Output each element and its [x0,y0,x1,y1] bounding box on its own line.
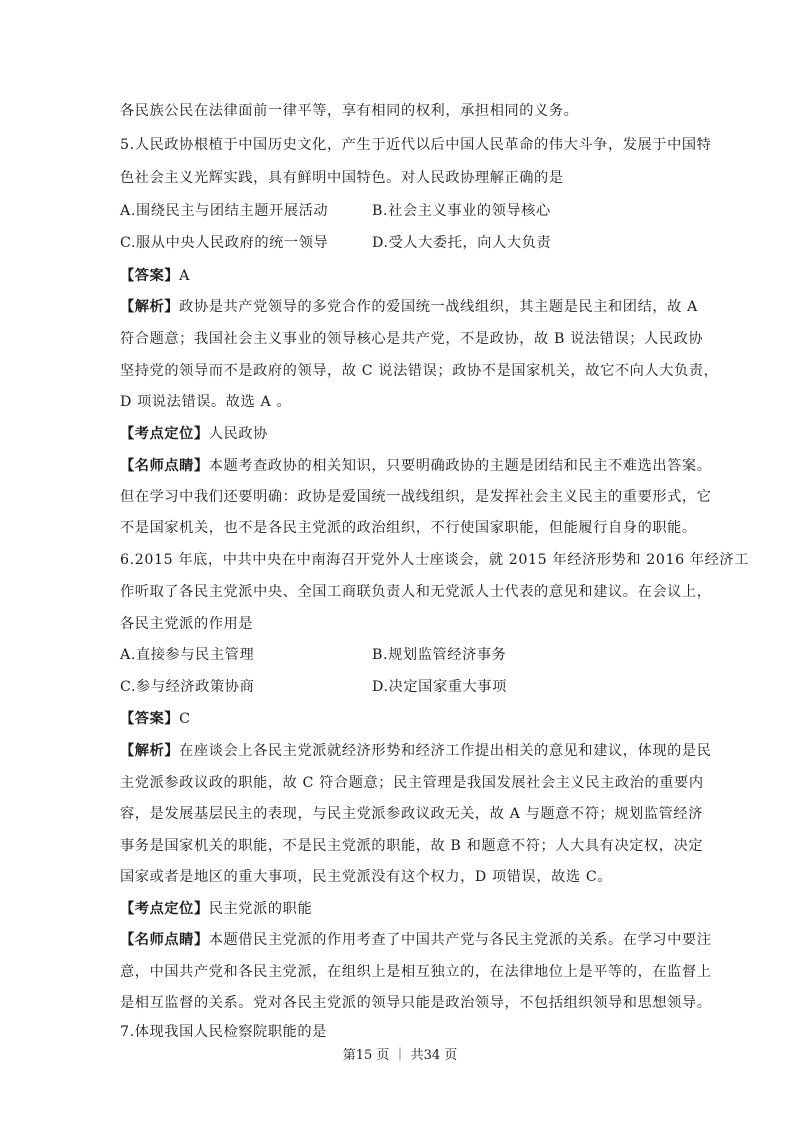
kp-text: 人民政协 [208,426,268,442]
q6-option-d: D.决定国家重大事项 [372,679,507,695]
q6-tip-line-3: 是相互监督的关系。党对各民主党派的领导只能是政治领导，不包括组织领导和思想领导。 [120,995,712,1011]
question-6-stem-line-1: 6.2015 年底，中共中央在中南海召开党外人士座谈会，就 2015 年经济形势和 2016 年经济工 [120,552,750,568]
analysis-text: 在座谈会上各民主党派就经济形势和经济工作提出相关的意见和建议，体现的是民 [179,743,712,759]
q6-answer [120,709,690,729]
q6-option-c: C.参与经济政策协商 [120,679,255,695]
q6-option-a: A.直接参与民主管理 [120,647,255,663]
question-6-stem-line-3: 各民主党派的作用是 [120,616,254,632]
question-5-stem-line-2: 色社会主义光辉实践，具有鲜明中国特色。对人民政协理解正确的是 [120,170,564,186]
q5-option-b: B.社会主义事业的领导核心 [372,203,551,219]
kp-label: 【考点定位】 [120,426,209,442]
tip-label: 【名师点睛】 [120,932,209,948]
q5-analysis-line-4: D 项说法错误。故选 A 。 [120,394,292,410]
q6-analysis-line-2: 主党派参政议政的职能，故 C 符合题意；民主管理是我国发展社会主义民主政治的重要内 [120,775,704,791]
q5-knowledge-point [120,424,690,444]
page-footer: 第15 页 ｜ 共34 页 [342,1048,458,1063]
q6-option-b: B.规划监管经济事务 [372,647,507,663]
tip-text: 本题借民主党派的作用考查了中国共产党与各民主党派的关系。在学习中要注 [208,932,712,948]
q6-analysis-line-1 [120,741,712,761]
analysis-label: 【解析】 [120,299,180,315]
q5-tip-line-2: 但在学习中我们还要明确：政协是爱国统一战线组织，是发挥社会主义民主的重要形式，它 [120,489,712,505]
q5-tip-line-1 [120,456,712,476]
text-line: 各民族公民在法律面前一律平等，享有相同的权利，承担相同的义务。 [120,103,579,119]
q6-analysis-line-4: 事务是国家机关的职能，不是民主党派的职能，故 B 和题意不符；人大具有决定权，决定 [120,838,704,854]
q6-tip-line-2: 意，中国共产党和各民主党派，在组织上是相互独立的，在法律地位上是平等的，在监督上 [120,964,712,980]
tip-text: 本题考查政协的相关知识，只要明确政协的主题是团结和民主不难选出答案。 [208,458,712,474]
tip-label: 【名师点睛】 [120,458,209,474]
q6-analysis-line-3: 容，是发展基层民主的表现，与民主党派参政议政无关，故 A 与题意不符；规划监管经济 [120,806,703,822]
q5-tip-line-3: 不是国家机关，也不是各民主党派的政治组织，不行使国家职能，但能履行自身的职能。 [120,520,697,536]
q5-option-c: C.服从中央人民政府的统一领导 [120,235,329,251]
answer-label: 【答案】 [120,268,180,284]
q5-analysis-line-3: 坚持党的领导而不是政府的领导，故 C 说法错误；政协不是国家机关，故它不向人大负责， [120,363,719,379]
q5-option-d: D.受人大委托，向人大负责 [372,235,552,251]
q5-option-a: A.围绕民主与团结主题开展活动 [120,203,329,219]
q5-answer [120,266,690,286]
analysis-text: 政协是共产党领导的多党合作的爱国统一战线组织，其主题是民主和团结，故 A [179,299,698,315]
answer-label: 【答案】 [120,711,180,727]
analysis-label: 【解析】 [120,743,180,759]
question-7-stem: 7.体现我国人民检察院职能的是 [120,1024,327,1040]
question-5-stem-line-1: 5.人民政协根植于中国历史文化，产生于近代以后中国人民革命的伟大斗争，发展于中国特 [120,137,712,153]
q6-knowledge-point [120,899,690,919]
kp-text: 民主党派的职能 [208,901,313,917]
q6-analysis-line-5: 国家或者是地区的重大事项，民主党派没有这个权力，D 项错误，故选 C。 [120,869,613,885]
q5-analysis-line-1 [120,297,698,317]
answer-value: C [179,711,191,727]
q6-tip-line-1 [120,930,712,950]
kp-label: 【考点定位】 [120,901,209,917]
q5-analysis-line-2: 符合题意；我国社会主义事业的领导核心是共产党，不是政协，故 B 说法错误；人民政协 [120,331,704,347]
question-6-stem-line-2: 作听取了各民主党派中央、全国工商联负责人和无党派人士代表的意见和建议。在会议上， [120,584,712,600]
answer-value: A [179,268,191,284]
